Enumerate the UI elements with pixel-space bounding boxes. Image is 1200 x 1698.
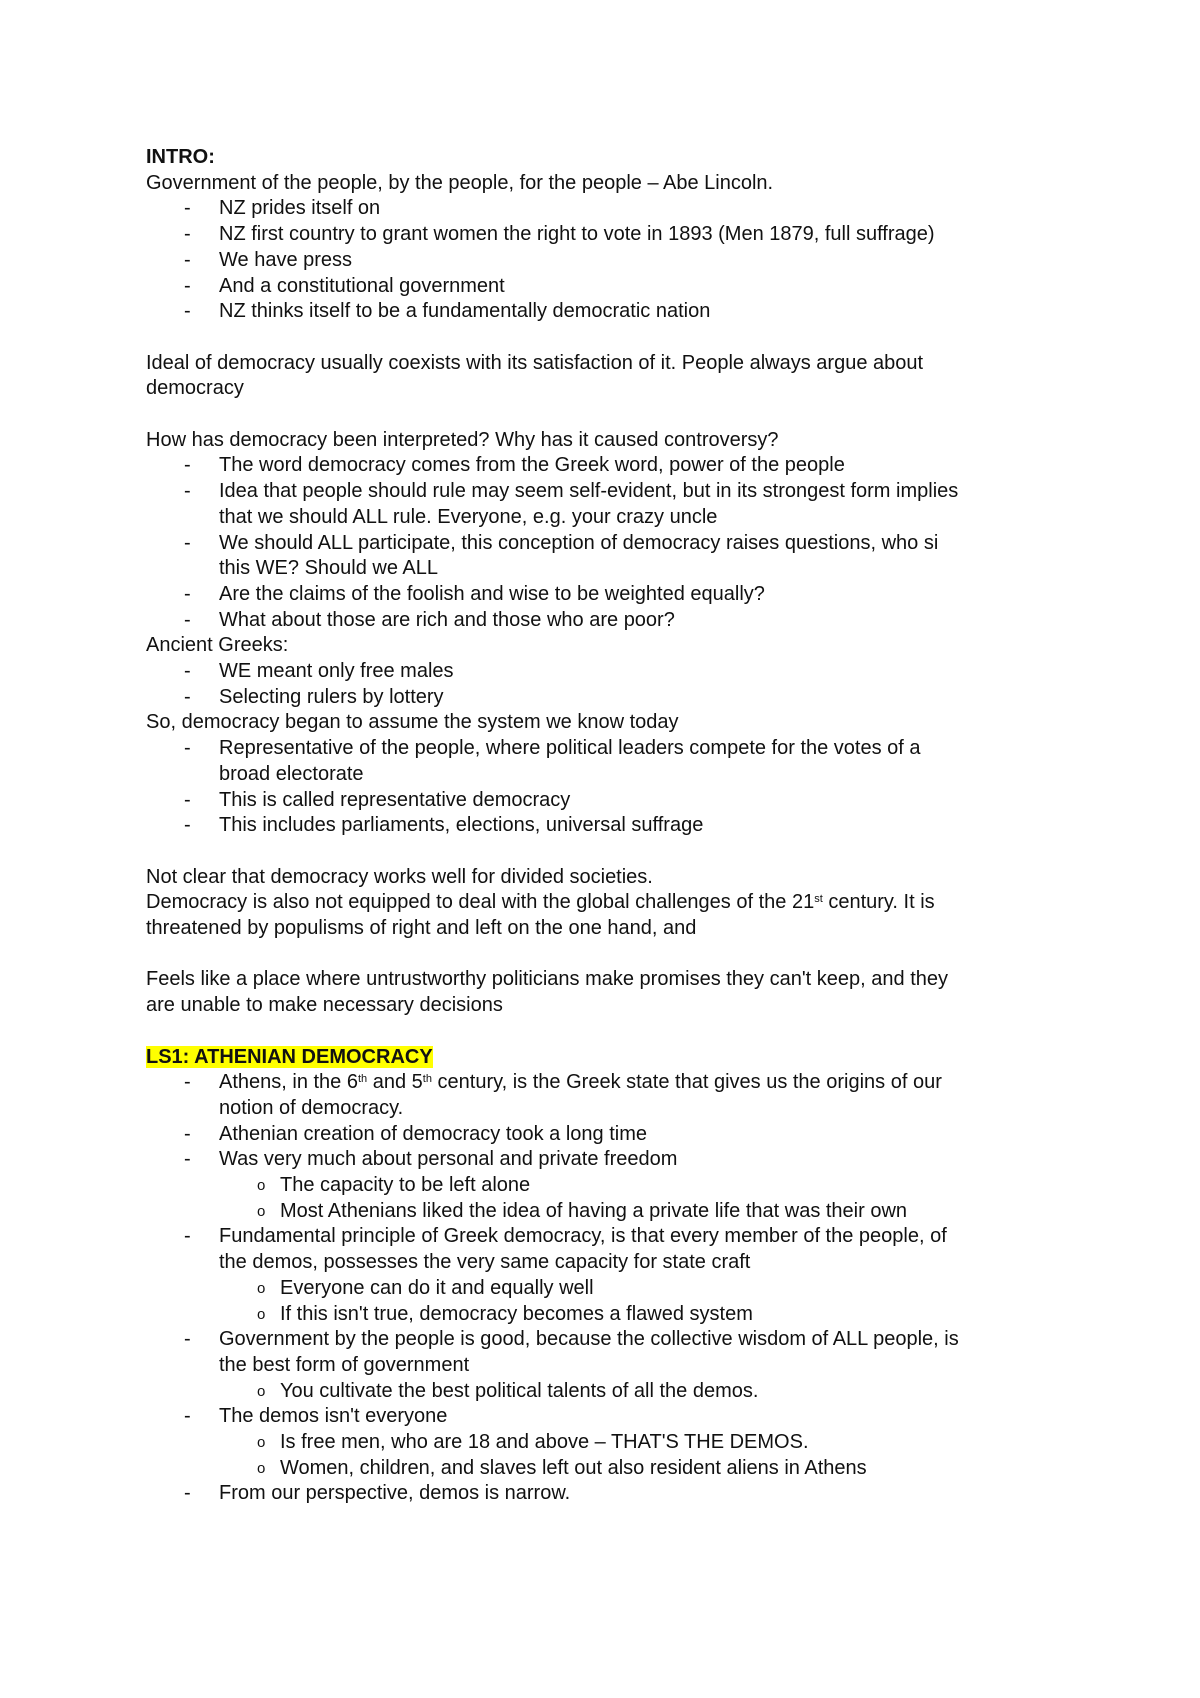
list-item: - NZ thinks itself to be a fundamentally democratic nation [146,299,1086,325]
spacer [146,942,1086,968]
dash-bullet: - [184,248,191,271]
list-item: - Athens, in the 6th and 5th century, is the Greek state that gives us the origins of our [146,1070,1086,1096]
circle-bullet: o [257,1202,266,1220]
dash-bullet: - [184,531,191,554]
sub-list-item: o The capacity to be left alone [146,1173,1086,1199]
document-page [146,145,1086,1507]
lincoln-quote: Government of the people, by the people, for the people – Abe Lincoln. [146,171,774,194]
dash-bullet: - [184,1148,191,1171]
dash-bullet: - [184,223,191,246]
list-item: - NZ prides itself on [146,196,1086,222]
list-item: - We have press [146,248,1086,274]
spacer [146,1019,1086,1045]
list-item-continuation: the best form of government [219,1353,470,1376]
paragraph-line: threatened by populisms of right and left on the one hand, and [146,917,697,940]
circle-bullet: o [257,1434,266,1452]
dash-bullet: - [184,660,191,683]
list-item: - And a constitutional government [146,274,1086,300]
list-item-continuation: notion of democracy. [219,1096,404,1119]
list-item: - Fundamental principle of Greek democracy, is that every member of the people, of [146,1224,1086,1250]
sub-list-item: o If this isn't true, democracy becomes a flawed system [146,1302,1086,1328]
list-item: - Selecting rulers by lottery [146,685,1086,711]
spacer [146,325,1086,351]
dash-bullet: - [184,1122,191,1145]
list-item: - Was very much about personal and private freedom [146,1147,1086,1173]
dash-bullet: - [184,814,191,837]
dash-bullet: - [184,582,191,605]
dash-bullet: - [184,788,191,811]
list-item: - We should ALL participate, this conception of democracy raises questions, who si [146,531,1086,557]
dash-bullet: - [184,1071,191,1094]
paragraph-line: Democracy is also not equipped to deal with the global challenges of the 21st century. It is [146,891,935,914]
question-line: How has democracy been interpreted? Why has it caused controversy? [146,428,779,451]
intro-heading: INTRO: [146,146,215,168]
spacer [146,402,1086,428]
list-item: - The word democracy comes from the Greek word, power of the people [146,453,1086,479]
circle-bullet: o [257,1382,266,1400]
list-item-continuation: the demos, possesses the very same capacity for state craft [219,1251,751,1274]
dash-bullet: - [184,300,191,323]
list-item: - What about those are rich and those who are poor? [146,608,1086,634]
spacer [146,839,1086,865]
sub-list-item: o Women, children, and slaves left out also resident aliens in Athens [146,1456,1086,1482]
list-item-continuation: that we should ALL rule. Everyone, e.g. your crazy uncle [219,505,718,528]
list-item: - Athenian creation of democracy took a long time [146,1122,1086,1148]
paragraph-line: democracy [146,377,244,400]
list-item: - Are the claims of the foolish and wise to be weighted equally? [146,582,1086,608]
circle-bullet: o [257,1305,266,1323]
circle-bullet: o [257,1177,266,1195]
dash-bullet: - [184,480,191,503]
list-item: - From our perspective, demos is narrow. [146,1481,1086,1507]
list-item: - Representative of the people, where political leaders compete for the votes of a [146,736,1086,762]
sub-list-item: o Is free men, who are 18 and above – THAT'S THE DEMOS. [146,1430,1086,1456]
list-item: - WE meant only free males [146,659,1086,685]
sub-list-item: o You cultivate the best political talents of all the demos. [146,1379,1086,1405]
dash-bullet: - [184,1482,191,1505]
list-item: - Idea that people should rule may seem self-evident, but in its strongest form implies [146,479,1086,505]
paragraph-line: Not clear that democracy works well for divided societies. [146,865,653,888]
list-item: - This is called representative democracy [146,788,1086,814]
dash-bullet: - [184,737,191,760]
dash-bullet: - [184,1225,191,1248]
paragraph-line: So, democracy began to assume the system we know today [146,711,679,734]
list-item: - NZ first country to grant women the right to vote in 1893 (Men 1879, full suffrage) [146,222,1086,248]
dash-bullet: - [184,197,191,220]
ls1-heading [146,1045,1086,1071]
dash-bullet: - [184,1328,191,1351]
dash-bullet: - [184,1405,191,1428]
paragraph-line: Feels like a place where untrustworthy politicians make promises they can't keep, and they [146,968,948,991]
circle-bullet: o [257,1459,266,1477]
list-item-continuation: this WE? Should we ALL [219,557,439,580]
list-item-continuation: broad electorate [219,762,364,785]
dash-bullet: - [184,274,191,297]
paragraph-line: Ideal of democracy usually coexists with its satisfaction of it. People always argue about [146,351,924,374]
dash-bullet: - [184,454,191,477]
highlighted-heading: LS1: ATHENIAN DEMOCRACY [146,1045,433,1068]
list-item: - This includes parliaments, elections, universal suffrage [146,813,1086,839]
list-item: - Government by the people is good, because the collective wisdom of ALL people, is [146,1327,1086,1353]
subheading-ancient-greeks: Ancient Greeks: [146,634,289,657]
dash-bullet: - [184,685,191,708]
circle-bullet: o [257,1279,266,1297]
list-item: - The demos isn't everyone [146,1404,1086,1430]
sub-list-item: o Most Athenians liked the idea of having a private life that was their own [146,1199,1086,1225]
dash-bullet: - [184,608,191,631]
paragraph-line: are unable to make necessary decisions [146,994,503,1017]
sub-list-item: o Everyone can do it and equally well [146,1276,1086,1302]
